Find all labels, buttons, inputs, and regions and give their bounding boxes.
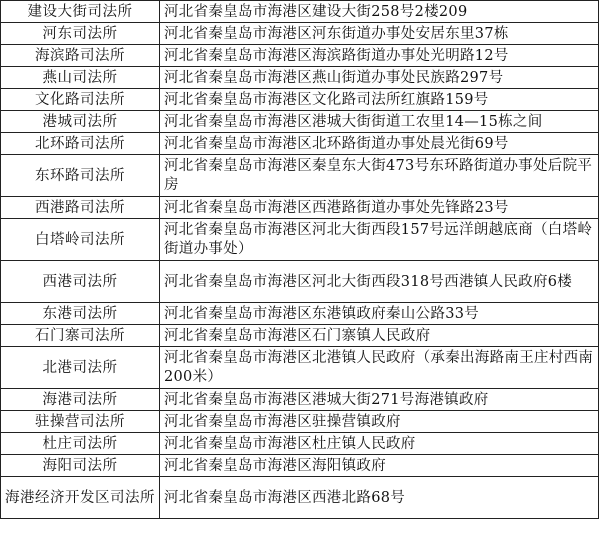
office-name: 东港司法所 xyxy=(1,303,160,325)
office-address: 河北省秦皇岛市海港区海滨路街道办事处光明路12号 xyxy=(160,45,599,67)
table-row xyxy=(1,155,599,197)
office-name: 西港路司法所 xyxy=(1,197,160,219)
office-name: 燕山司法所 xyxy=(1,67,160,89)
office-address: 河北省秦皇岛市海港区杜庄镇人民政府 xyxy=(160,433,599,455)
office-address: 河北省秦皇岛市海港区文化路司法所红旗路159号 xyxy=(160,89,599,111)
office-name: 海港司法所 xyxy=(1,389,160,411)
office-address: 河北省秦皇岛市海港区建设大街258号2楼209 xyxy=(160,1,599,23)
office-name: 海阳司法所 xyxy=(1,455,160,477)
office-name: 北港司法所 xyxy=(1,347,160,389)
office-address: 河北省秦皇岛市海港区西港北路68号 xyxy=(160,477,599,519)
table-row xyxy=(1,261,599,303)
office-address: 河北省秦皇岛市海港区石门寨镇人民政府 xyxy=(160,325,599,347)
office-address: 河北省秦皇岛市海港区秦皇东大街473号东环路街道办事处后院平房 xyxy=(160,155,599,197)
office-name: 海港经济开发区司法所 xyxy=(1,477,160,519)
office-name: 杜庄司法所 xyxy=(1,433,160,455)
table-row xyxy=(1,45,599,67)
office-address: 河北省秦皇岛市海港区西港路街道办事处先锋路23号 xyxy=(160,197,599,219)
office-address: 河北省秦皇岛市海港区河北大街西段318号西港镇人民政府6楼 xyxy=(160,261,599,303)
table-row xyxy=(1,197,599,219)
office-address: 河北省秦皇岛市海港区燕山街道办事处民族路297号 xyxy=(160,67,599,89)
office-name: 建设大街司法所 xyxy=(1,1,160,23)
table-row xyxy=(1,325,599,347)
office-address: 河北省秦皇岛市海港区东港镇政府秦山公路33号 xyxy=(160,303,599,325)
office-name: 驻操营司法所 xyxy=(1,411,160,433)
table-row xyxy=(1,347,599,389)
table-row xyxy=(1,455,599,477)
office-address: 河北省秦皇岛市海港区港城大街街道工农里14—15栋之间 xyxy=(160,111,599,133)
office-name: 白塔岭司法所 xyxy=(1,219,160,261)
table-row xyxy=(1,111,599,133)
table-row xyxy=(1,477,599,519)
office-name: 石门寨司法所 xyxy=(1,325,160,347)
table-row xyxy=(1,1,599,23)
table-row xyxy=(1,67,599,89)
table-row xyxy=(1,303,599,325)
table-row xyxy=(1,219,599,261)
office-address: 河北省秦皇岛市海港区河东街道办事处安居东里37栋 xyxy=(160,23,599,45)
office-name: 河东司法所 xyxy=(1,23,160,45)
table-row xyxy=(1,89,599,111)
table-row xyxy=(1,133,599,155)
office-name: 西港司法所 xyxy=(1,261,160,303)
office-address: 河北省秦皇岛市海港区海阳镇政府 xyxy=(160,455,599,477)
table-row xyxy=(1,411,599,433)
office-address: 河北省秦皇岛市海港区北环路街道办事处晨光街69号 xyxy=(160,133,599,155)
office-name: 东环路司法所 xyxy=(1,155,160,197)
office-name: 北环路司法所 xyxy=(1,133,160,155)
office-address: 河北省秦皇岛市海港区河北大街西段157号远洋朗越底商（白塔岭街道办事处） xyxy=(160,219,599,261)
office-name: 港城司法所 xyxy=(1,111,160,133)
office-address: 河北省秦皇岛市海港区驻操营镇政府 xyxy=(160,411,599,433)
office-address: 河北省秦皇岛市海港区北港镇人民政府（承秦出海路南王庄村西南200米） xyxy=(160,347,599,389)
table-row xyxy=(1,433,599,455)
table-row xyxy=(1,389,599,411)
table-row xyxy=(1,23,599,45)
office-name: 文化路司法所 xyxy=(1,89,160,111)
office-address: 河北省秦皇岛市海港区港城大街271号海港镇政府 xyxy=(160,389,599,411)
office-name: 海滨路司法所 xyxy=(1,45,160,67)
